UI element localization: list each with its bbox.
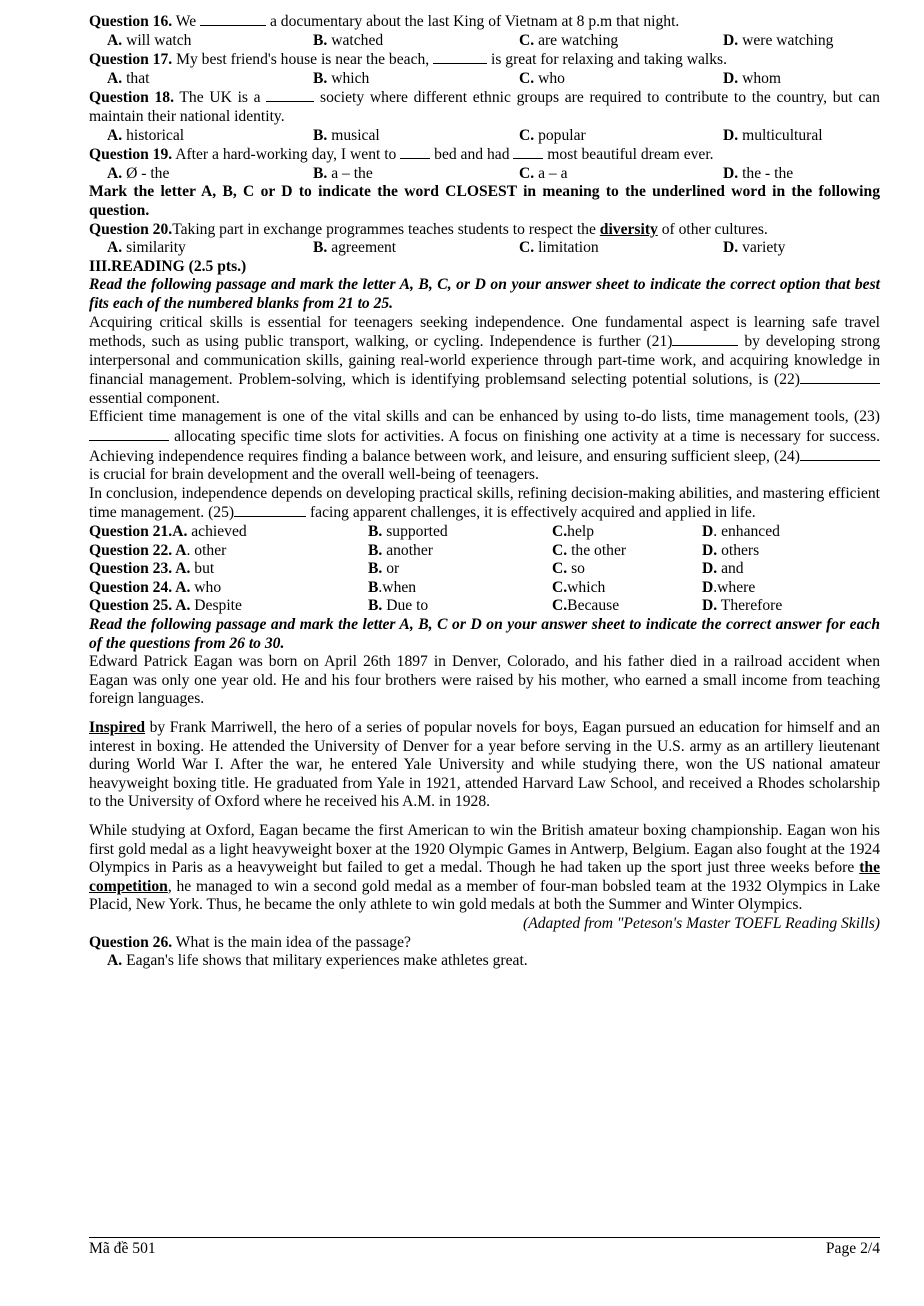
option-c: C. a – a	[519, 164, 568, 182]
instruction-26-30: Read the following passage and mark the letter A, B, C or D on your answer sheet to indicate the correct answer for each of the questions from 26 to 30.	[89, 616, 880, 652]
option-a: A. historical	[107, 126, 185, 144]
answer-blank	[89, 427, 169, 441]
passage-paragraph: In conclusion, independence depends on developing practical skills, refining decision-making abilities, and mastering efficient time management. (25) facing apparent challenges, it is effectively acquired and applied in life.	[89, 484, 880, 522]
option-c: C. are watching	[519, 31, 619, 49]
options-row	[89, 239, 880, 258]
instruction-21-25: Read the following passage and mark the letter A, B, C, or D on your answer sheet to indicate the correct option that best fits each of the numbered blanks from 21 to 25.	[89, 276, 880, 312]
answer-blank	[433, 50, 487, 64]
question-24: Question 24. A. who B.when C.which D.where	[89, 578, 756, 596]
options-row	[89, 32, 880, 51]
passage-paragraph: Efficient time management is one of the vital skills and can be enhanced by using to-do lists, time management tools, (23) allocating specific time slots for activities. A focus on finishing one activity at a time is necessary for success. Achieving independence requires finding a balance between work, and leisure, and ensuring sufficient sleep, (24) is crucial for brain development and the overall well-being of teenagers.	[89, 408, 880, 484]
question-25: Question 25. A. Despite B. Due to C.Because D. Therefore	[89, 597, 783, 615]
passage-2	[89, 653, 880, 933]
passage-1	[89, 314, 880, 524]
question-23: Question 23. A. but B. or C. so D. and	[89, 560, 744, 578]
option-a: A. Eagan's life shows that military experiences make athletes great.	[107, 952, 528, 970]
option-b: B. which	[313, 69, 370, 87]
answer-blank	[400, 145, 430, 159]
question-21: Question 21.A. achieved B. supported C.help D. enhanced	[89, 523, 780, 541]
answer-blank	[200, 12, 266, 26]
option-d: D. whom	[723, 69, 782, 87]
option-b: B. a – the	[313, 164, 373, 182]
option-a: A. Ø - the	[107, 164, 170, 182]
underlined-word: diversity	[599, 220, 658, 238]
options-row	[89, 127, 880, 146]
option-a: A. that	[107, 69, 150, 87]
section-heading-reading: III.READING (2.5 pts.)	[89, 257, 247, 275]
instruction-closest-meaning: Mark the letter A, B, C or D to indicate the word CLOSEST in meaning to the underlined word in the following question.	[89, 183, 880, 219]
page-number: Page 2/4	[825, 1240, 880, 1257]
passage-paragraph: Acquiring critical skills is essential for teenagers seeking independence. One fundamental aspect is learning safe travel methods, such as using public transport, walking, or cycling. Independence is further (21) by developing strong interpersonal and communication skills, gaining real-world experience through part-time work, and acquiring knowledge in financial management. Problem-solving, which is identifying problemsand selecting potential solutions, is (22) essential component.	[89, 313, 880, 407]
underlined-word: Inspired	[89, 718, 146, 736]
option-b: B. watched	[313, 31, 384, 49]
question-26: Question 26. What is the main idea of the passage? A. Eagan's life shows that military experiences make athletes great.	[89, 934, 880, 971]
exam-code: Mã đề 501	[89, 1240, 156, 1257]
answer-blank	[266, 88, 314, 102]
answer-blank	[672, 332, 738, 346]
answer-blank	[513, 145, 543, 159]
option-d: D. variety	[723, 239, 786, 257]
question-18: Question 18. The UK is a society where different ethnic groups are required to contribute to the country, but can maintain their national identity. A. historical B. musical C. popular D. multicultural	[89, 89, 880, 144]
question-number: Question 16.	[89, 13, 173, 30]
option-d: D. were watching	[723, 31, 834, 49]
question-22: Question 22. A. other B. another C. the other D. others	[89, 541, 760, 559]
question-20: Question 20.Taking part in exchange programmes teaches students to respect the diversity of other cultures. A. similarity B. agreement C. limitation D. variety	[89, 221, 880, 258]
question-16: Question 16. We a documentary about the last King of Vietnam at 8 p.m that night. A. will watch B. watched C. are watching D. were watching	[89, 12, 880, 50]
passage-paragraph: Edward Patrick Eagan was born on April 26th 1897 in Denver, Colorado, and his father died in a railroad accident when Eagan was only one year old. He and his four brothers were raised by his mother, who earned a small income from teaching foreign languages.	[89, 653, 880, 708]
question-number: Question 17.	[89, 51, 173, 69]
question-number: Question 20.	[89, 220, 173, 238]
options-row	[89, 70, 880, 89]
option-b: B. agreement	[313, 239, 397, 257]
option-a: A. similarity	[107, 239, 186, 257]
answer-blank	[800, 370, 880, 384]
answer-blank	[800, 447, 880, 461]
question-17: Question 17. My best friend's house is near the beach, is great for relaxing and taking walks. A. that B. which C. who D. whom	[89, 50, 880, 88]
option-c: C. who	[519, 69, 565, 87]
page-footer	[89, 1237, 880, 1259]
option-d: D. the - the	[723, 164, 794, 182]
question-19: Question 19. After a hard-working day, I went to bed and had most beautiful dream ever. A. Ø - the B. a – the C. a – a D. the - the	[89, 145, 880, 183]
option-d: D. multicultural	[723, 126, 823, 144]
option-c: C. limitation	[519, 239, 599, 257]
passage-source: (Adapted from "Peteson's Master TOEFL Reading Skills)	[523, 914, 880, 932]
option-a: A. will watch	[107, 31, 192, 49]
underlined-word: the competition	[89, 859, 880, 895]
options-row	[89, 165, 880, 184]
answer-blank	[234, 503, 306, 517]
option-b: B. musical	[313, 126, 380, 144]
passage-paragraph: Inspired by Frank Marriwell, the hero of a series of popular novels for boys, Eagan pursued an education for himself and an interest in boxing. He attended the University of Denver for a year before serving in the U.S. army as an artillery lieutenant during World War I. After the war, he entered Yale University and while studying there, won the US national amateur heavyweight boxing title. He graduated from Yale in 1921, attended Harvard Law School, and received a Rhodes scholarship to the University of Oxford where he received his A.M. in 1928.	[89, 718, 880, 811]
questions-21-25	[89, 523, 880, 616]
question-number: Question 26.	[89, 933, 173, 951]
passage-paragraph: While studying at Oxford, Eagan became the first American to win the British amateur boxing championship. Eagan won his first gold medal as a light heavyweight boxer at the 1920 Olympic Games in Antwerp, Belgium. Eagan also fought at the 1924 Olympics in Paris as a heavyweight but failed to get a medal. Though he had taken up the sport just three weeks before the competition, he managed to win a second gold medal as a member of four-man bobsled team at the 1932 Olympics in Lake Placid, New York. Thus, he became the only athlete to win gold medals at both the Summer and Winter Olympics.	[89, 821, 880, 914]
question-number: Question 19.	[89, 146, 173, 164]
question-number: Question 18.	[89, 89, 174, 107]
option-c: C. popular	[519, 126, 586, 144]
